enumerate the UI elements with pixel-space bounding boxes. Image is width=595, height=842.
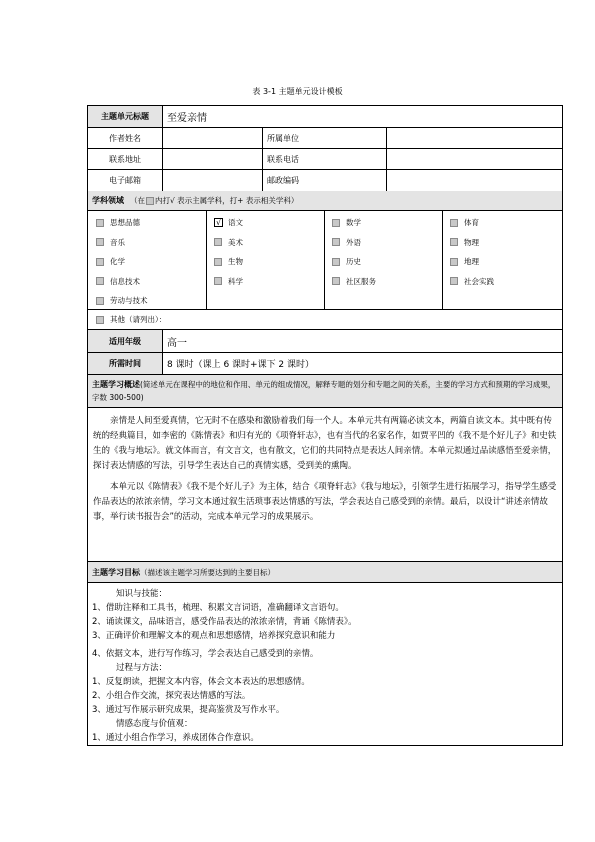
checkbox-icon[interactable]	[96, 238, 104, 246]
overview-note: (简述单元在课程中的地位和作用、单元的组成情况，解释专题的划分和专题之间的关系，主要的学习方式和预期的学习成果，字数 300-500)	[92, 380, 556, 402]
checkmark-icon[interactable]: √	[215, 218, 222, 227]
subject-option[interactable]	[96, 276, 140, 287]
subject-label: 美术	[228, 237, 243, 247]
goal-line: 2、小组合作交流，探究表达情感的写法。	[92, 691, 251, 701]
table-caption: 表 3-1 主题单元设计模板	[252, 87, 343, 96]
unit-title-row	[88, 106, 562, 128]
subject-label: 信息技术	[110, 276, 140, 286]
info-label: 作者姓名	[88, 128, 163, 148]
subject-option[interactable]	[450, 217, 479, 228]
subject-header-row	[88, 191, 562, 211]
subject-option[interactable]	[214, 256, 243, 267]
grade-row	[88, 330, 562, 353]
overview-paragraph: 本单元以《陈情表》《我不是个好儿子》为主体，结合《项脊轩志》《我与地坛》，引领学生进行拓展学习，指导学生感受作品表达的浓浓亲情，学习文本通过叙生活琐事表达情感的写法，学会表达自己感受到的亲情。最后，以设计“讲述亲情故事，举行读书报告会”的活动，完成本单元学习的成果展示。	[93, 482, 557, 522]
checkbox-icon[interactable]	[332, 219, 340, 227]
subject-option[interactable]	[450, 237, 479, 248]
subject-option[interactable]	[332, 276, 376, 287]
checkbox-icon[interactable]	[214, 277, 222, 285]
info-label: 联系地址	[88, 149, 163, 169]
subject-option[interactable]	[450, 276, 494, 287]
checkbox-icon[interactable]	[332, 238, 340, 246]
subject-label: 历史	[346, 257, 361, 266]
overview-section	[88, 375, 562, 562]
info-row	[88, 149, 562, 170]
subject-grid	[88, 211, 562, 330]
goal-line: 3、通过写作展示研究成果，提高鉴赏及写作水平。	[92, 705, 285, 715]
goal-line: 4、依据文本，进行写作练习，学会表达自己感受到的亲情。	[92, 649, 319, 659]
info-value[interactable]	[163, 149, 263, 169]
goals-title: 主题学习目标	[92, 567, 140, 577]
checkbox-icon[interactable]	[450, 258, 458, 266]
subject-option[interactable]	[214, 237, 243, 248]
grid-divider	[206, 211, 207, 309]
hours-value[interactable]: 8 课时（课上 6 课时+课下 2 课时）	[167, 360, 315, 370]
subject-option[interactable]	[96, 295, 148, 306]
subject-label: 物理	[464, 237, 479, 247]
goal-line: 3、正确评价和理解文本的观点和思想感情，培养探究意识和能力	[92, 631, 336, 641]
subject-label: 生物	[228, 257, 243, 266]
subject-option[interactable]	[96, 237, 125, 248]
info-label: 联系电话	[263, 149, 387, 169]
subject-option[interactable]	[96, 256, 125, 267]
goal-line: 1、反复朗读，把握文本内容，体会文本表达的思想感情。	[92, 677, 310, 687]
checkbox-icon[interactable]	[214, 258, 222, 266]
subject-label: 思想品德	[110, 218, 140, 227]
subject-option[interactable]	[332, 256, 361, 267]
subject-option[interactable]	[214, 217, 243, 228]
subject-option[interactable]	[96, 217, 140, 228]
checkbox-icon[interactable]	[450, 277, 458, 285]
goals-body[interactable]	[88, 583, 562, 745]
info-value[interactable]	[387, 149, 562, 169]
subject-option[interactable]	[214, 276, 243, 287]
goals-note: （描述该主题学习所要达到的主要目标）	[140, 567, 275, 577]
info-value[interactable]	[387, 128, 562, 148]
subject-label: 化学	[110, 257, 125, 266]
goal-line: 情感态度与价值观：	[116, 719, 193, 729]
checkbox-icon[interactable]	[96, 316, 104, 324]
hours-row	[88, 353, 562, 375]
checkbox-icon[interactable]	[332, 277, 340, 285]
subject-other-label: 其他（请列出）：	[110, 315, 167, 324]
design-template-table	[87, 105, 563, 746]
checkbox-icon[interactable]	[214, 238, 222, 246]
grade-value[interactable]: 高一	[167, 337, 187, 349]
subject-other[interactable]	[96, 314, 166, 325]
subject-label: 地理	[464, 257, 479, 266]
unit-title-value[interactable]: 至爱亲情	[167, 113, 207, 124]
grid-divider	[88, 309, 562, 310]
subject-label: 社会实践	[464, 276, 494, 286]
subject-label: 数学	[346, 218, 361, 227]
hours-label: 所需时间	[88, 353, 163, 374]
info-label: 邮政编码	[263, 170, 387, 191]
goal-line: 知识与技能：	[116, 589, 168, 599]
subject-label: 劳动与技术	[110, 296, 148, 305]
info-row	[88, 170, 562, 191]
grid-divider	[324, 211, 325, 309]
goal-line: 1、借助注释和工具书，梳理、积累文言词语，准确翻译文言语句。	[92, 603, 344, 613]
grade-label: 适用年级	[88, 330, 163, 352]
subject-label: 社区服务	[346, 276, 376, 286]
checkbox-icon[interactable]	[332, 258, 340, 266]
overview-paragraph: 亲情是人间至爱真情，它无时不在感染和激励着我们每一个人。本单元共有两篇必读文本，两篇自读文本。其中既有传统的经典篇目，如李密的《陈情表》和归有光的《项脊轩志》，也有当代的名家名作，如贾平凹的《我不是个好儿子》和史铁生的《我与地坛》。就文体而言，有文言文，也有散文，它们的共同特点是表达人间亲情。本单元拟通过品读感悟至爱亲情，探讨表达情感的写法，引导学生表达自己的真情实感，受到美的熏陶。	[93, 416, 557, 471]
grid-divider	[442, 211, 443, 309]
goal-line: 2、诵读课文，品味语言，感受作品表达的浓浓亲情，背诵《陈情表》。	[92, 617, 357, 627]
goals-section	[88, 562, 562, 745]
info-row	[88, 128, 562, 149]
overview-body[interactable]	[88, 408, 562, 525]
info-label: 所属单位	[263, 128, 387, 148]
checkbox-icon[interactable]	[450, 238, 458, 246]
subject-label: 体育	[464, 218, 479, 227]
subject-label: 科学	[228, 276, 243, 286]
subject-option[interactable]	[450, 256, 479, 267]
checkbox-icon[interactable]	[96, 277, 104, 285]
subject-option[interactable]	[332, 237, 361, 248]
info-label: 电子邮箱	[88, 170, 163, 191]
subject-header-label: 学科领域	[92, 196, 124, 205]
info-value[interactable]	[163, 128, 263, 148]
checkbox-icon[interactable]	[450, 219, 458, 227]
goal-line: 1、通过小组合作学习，养成团体合作意识。	[92, 733, 259, 743]
checkbox-icon[interactable]	[96, 297, 104, 305]
subject-label: 外语	[346, 237, 361, 247]
checkbox-icon[interactable]	[96, 258, 104, 266]
info-value[interactable]	[163, 170, 263, 191]
unit-title-label: 主题单元标题	[88, 106, 163, 127]
overview-title: 主题学习概述	[92, 380, 140, 389]
subject-header-note: 内打√ 表示主属学科，打+ 表示相关学科）	[155, 196, 299, 205]
checkbox-icon[interactable]	[96, 219, 104, 227]
subject-header-note-pre: （在	[130, 196, 145, 205]
subject-option[interactable]	[332, 217, 361, 228]
subject-label: 语文	[228, 218, 243, 227]
goal-line: 过程与方法：	[116, 663, 168, 673]
legend-checkbox-icon	[146, 197, 154, 205]
subject-label: 音乐	[110, 237, 125, 247]
info-value[interactable]	[387, 170, 562, 191]
